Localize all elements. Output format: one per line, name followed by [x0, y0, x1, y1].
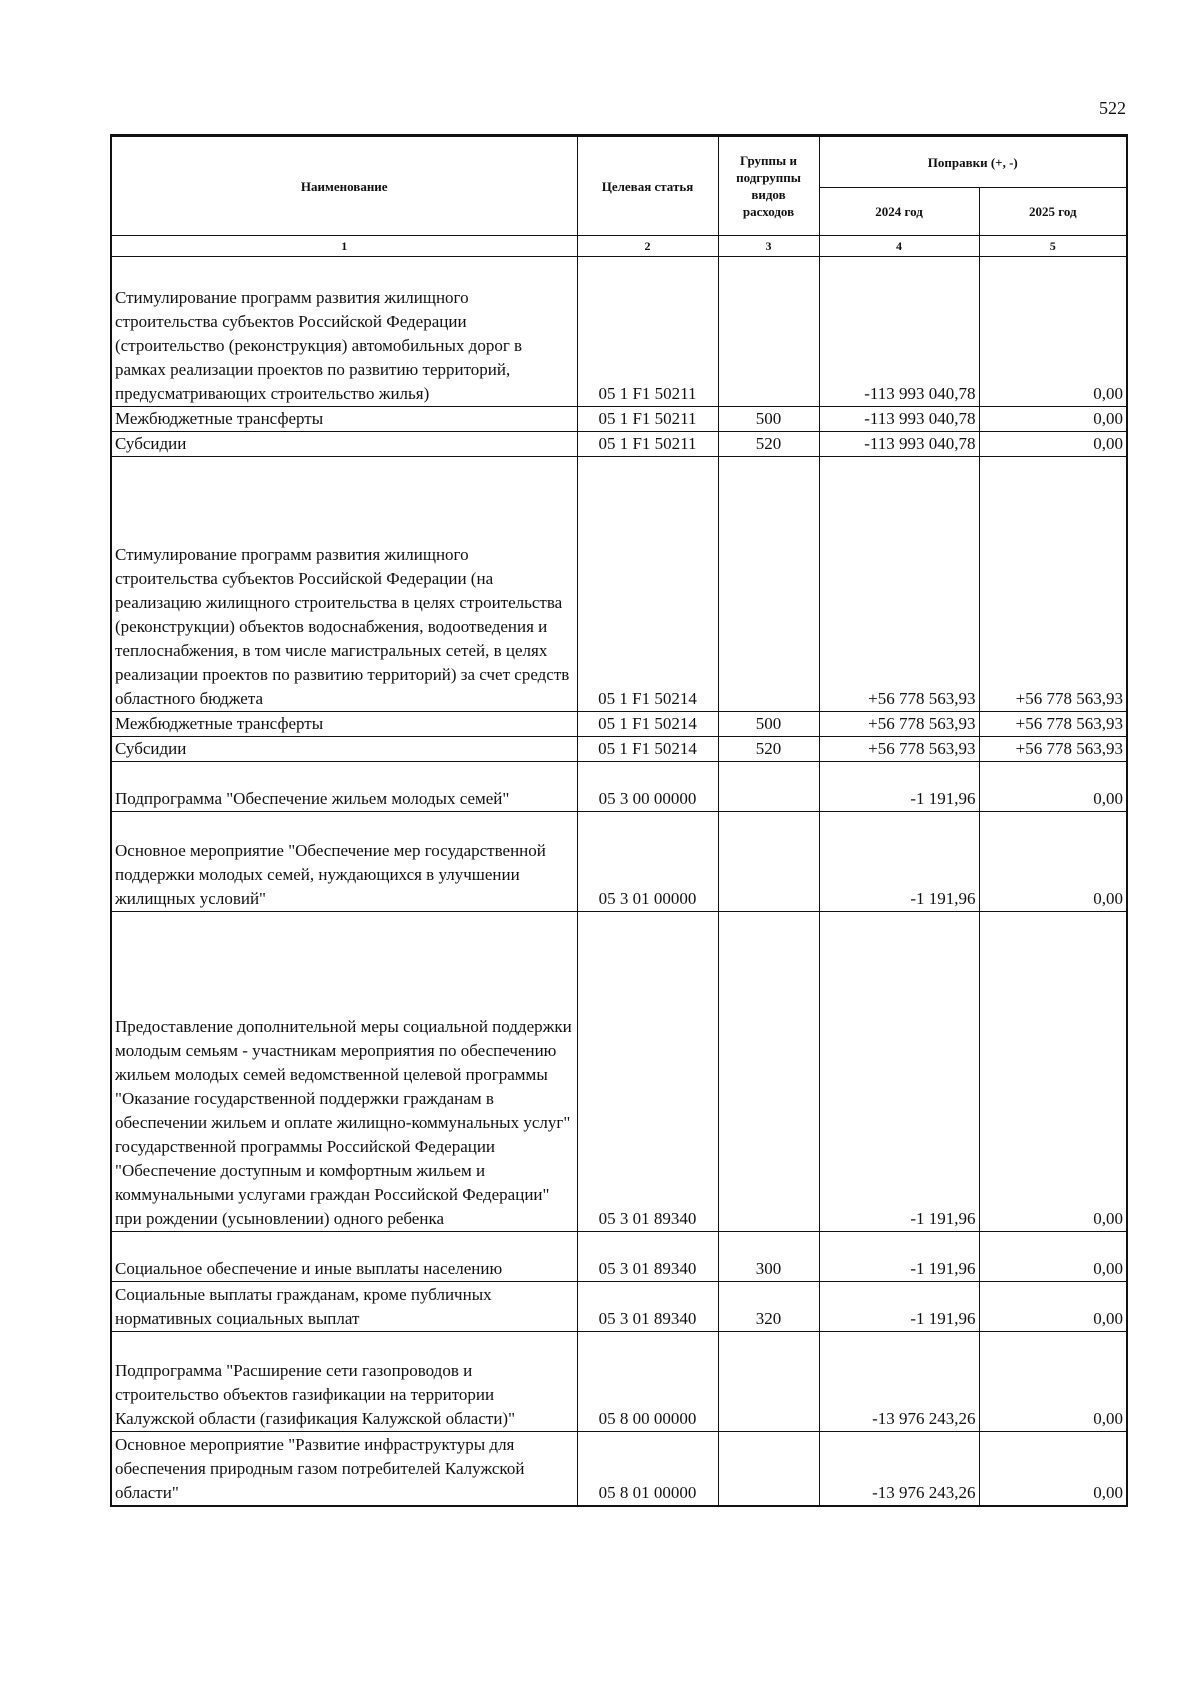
table-row: [111, 1432, 1127, 1506]
header-2025: 2025 год: [979, 188, 1127, 236]
page-number: 522: [1099, 98, 1126, 118]
row-expense-group: [718, 762, 819, 812]
row-amount-2024: -113 993 040,78: [819, 407, 979, 432]
row-name: Межбюджетные трансферты: [111, 712, 577, 737]
table-row: [111, 257, 1127, 407]
row-amount-2024: -113 993 040,78: [819, 432, 979, 457]
column-number-row: [111, 236, 1127, 257]
column-number: 1: [111, 236, 577, 257]
row-expense-group: 500: [718, 712, 819, 737]
row-target-code: 05 1 F1 50211: [577, 432, 718, 457]
row-name: Предоставление дополнительной меры социальной поддержки молодым семьям - участникам мероприятия по обеспечению жильем молодых семей ведомственной целевой программы "Оказание государственной поддержки гражданам в обеспечении жильем и оплате жилищно-коммунальных услуг" государственной программы Российской Федерации "Обеспечение доступным и комфортным жильем и коммунальными услугами граждан Российской Федерации" при рождении (усыновлении) одного ребенка: [111, 912, 577, 1232]
table-body: [111, 257, 1127, 1506]
row-amount-2024: -1 191,96: [819, 812, 979, 912]
row-name: Субсидии: [111, 737, 577, 762]
row-name: Подпрограмма "Обеспечение жильем молодых семей": [111, 762, 577, 812]
header-target: Целевая статья: [577, 136, 718, 236]
header-row: [111, 136, 1127, 188]
row-amount-2024: -1 191,96: [819, 1282, 979, 1332]
row-target-code: 05 1 F1 50214: [577, 712, 718, 737]
row-target-code: 05 1 F1 50211: [577, 407, 718, 432]
row-expense-group: [718, 1432, 819, 1506]
row-expense-group: [718, 912, 819, 1232]
row-expense-group: [718, 457, 819, 712]
header-name: Наименование: [111, 136, 577, 236]
table-row: [111, 1332, 1127, 1432]
column-number: 3: [718, 236, 819, 257]
row-target-code: 05 1 F1 50214: [577, 457, 718, 712]
row-target-code: 05 3 00 00000: [577, 762, 718, 812]
row-target-code: 05 1 F1 50214: [577, 737, 718, 762]
row-amount-2024: -1 191,96: [819, 912, 979, 1232]
row-amount-2024: -1 191,96: [819, 1232, 979, 1282]
table-row: [111, 1232, 1127, 1282]
header-groups: Группы и подгруппы видов расходов: [718, 136, 819, 236]
row-amount-2025: 0,00: [979, 1282, 1127, 1332]
table-row: [111, 712, 1127, 737]
row-name: Межбюджетные трансферты: [111, 407, 577, 432]
row-expense-group: 520: [718, 432, 819, 457]
row-amount-2024: -113 993 040,78: [819, 257, 979, 407]
table-row: [111, 432, 1127, 457]
column-number: 5: [979, 236, 1127, 257]
row-amount-2025: +56 778 563,93: [979, 737, 1127, 762]
table-row: [111, 1282, 1127, 1332]
row-name: Подпрограмма "Расширение сети газопроводов и строительство объектов газификации на территории Калужской области (газификация Калужской области)": [111, 1332, 577, 1432]
row-amount-2025: 0,00: [979, 1232, 1127, 1282]
row-amount-2024: -13 976 243,26: [819, 1332, 979, 1432]
row-expense-group: [718, 1332, 819, 1432]
row-amount-2025: +56 778 563,93: [979, 712, 1127, 737]
row-name: Социальное обеспечение и иные выплаты населению: [111, 1232, 577, 1282]
row-name: Основное мероприятие "Развитие инфраструктуры для обеспечения природным газом потребителей Калужской области": [111, 1432, 577, 1506]
row-amount-2025: 0,00: [979, 912, 1127, 1232]
column-number: 4: [819, 236, 979, 257]
row-expense-group: 500: [718, 407, 819, 432]
row-amount-2024: -1 191,96: [819, 762, 979, 812]
row-name: Основное мероприятие "Обеспечение мер государственной поддержки молодых семей, нуждающихся в улучшении жилищных условий": [111, 812, 577, 912]
row-expense-group: 300: [718, 1232, 819, 1282]
column-number: 2: [577, 236, 718, 257]
row-target-code: 05 8 00 00000: [577, 1332, 718, 1432]
header-2024: 2024 год: [819, 188, 979, 236]
row-target-code: 05 8 01 00000: [577, 1432, 718, 1506]
row-amount-2025: 0,00: [979, 257, 1127, 407]
row-amount-2025: 0,00: [979, 407, 1127, 432]
row-target-code: 05 3 01 89340: [577, 912, 718, 1232]
row-amount-2025: +56 778 563,93: [979, 457, 1127, 712]
row-expense-group: 320: [718, 1282, 819, 1332]
row-target-code: 05 3 01 89340: [577, 1282, 718, 1332]
row-target-code: 05 3 01 00000: [577, 812, 718, 912]
row-expense-group: [718, 257, 819, 407]
budget-amendments-table: [110, 134, 1128, 1507]
row-name: Стимулирование программ развития жилищного строительства субъектов Российской Федерации (строительство (реконструкция) автомобильных дорог в рамках реализации проектов по развитию территорий, предусматривающих строительство жилья): [111, 257, 577, 407]
table-row: [111, 912, 1127, 1232]
row-target-code: 05 3 01 89340: [577, 1232, 718, 1282]
row-amount-2024: +56 778 563,93: [819, 712, 979, 737]
table-row: [111, 457, 1127, 712]
row-name: Социальные выплаты гражданам, кроме публичных нормативных социальных выплат: [111, 1282, 577, 1332]
row-expense-group: [718, 812, 819, 912]
row-name: Стимулирование программ развития жилищного строительства субъектов Российской Федерации (на реализацию жилищного строительства в целях строительства (реконструкции) объектов водоснабжения, водоотведения и теплоснабжения, в том числе магистральных сетей, в целях реализации проектов по развитию территорий) за счет средств областного бюджета: [111, 457, 577, 712]
row-amount-2024: -13 976 243,26: [819, 1432, 979, 1506]
row-amount-2024: +56 778 563,93: [819, 457, 979, 712]
row-target-code: 05 1 F1 50211: [577, 257, 718, 407]
row-amount-2025: 0,00: [979, 1432, 1127, 1506]
row-amount-2025: 0,00: [979, 762, 1127, 812]
row-amount-2024: +56 778 563,93: [819, 737, 979, 762]
table-row: [111, 762, 1127, 812]
row-expense-group: 520: [718, 737, 819, 762]
table-row: [111, 737, 1127, 762]
row-amount-2025: 0,00: [979, 812, 1127, 912]
row-amount-2025: 0,00: [979, 432, 1127, 457]
row-name: Субсидии: [111, 432, 577, 457]
table-row: [111, 407, 1127, 432]
table-row: [111, 812, 1127, 912]
header-amendments: Поправки (+, -): [819, 136, 1127, 188]
row-amount-2025: 0,00: [979, 1332, 1127, 1432]
